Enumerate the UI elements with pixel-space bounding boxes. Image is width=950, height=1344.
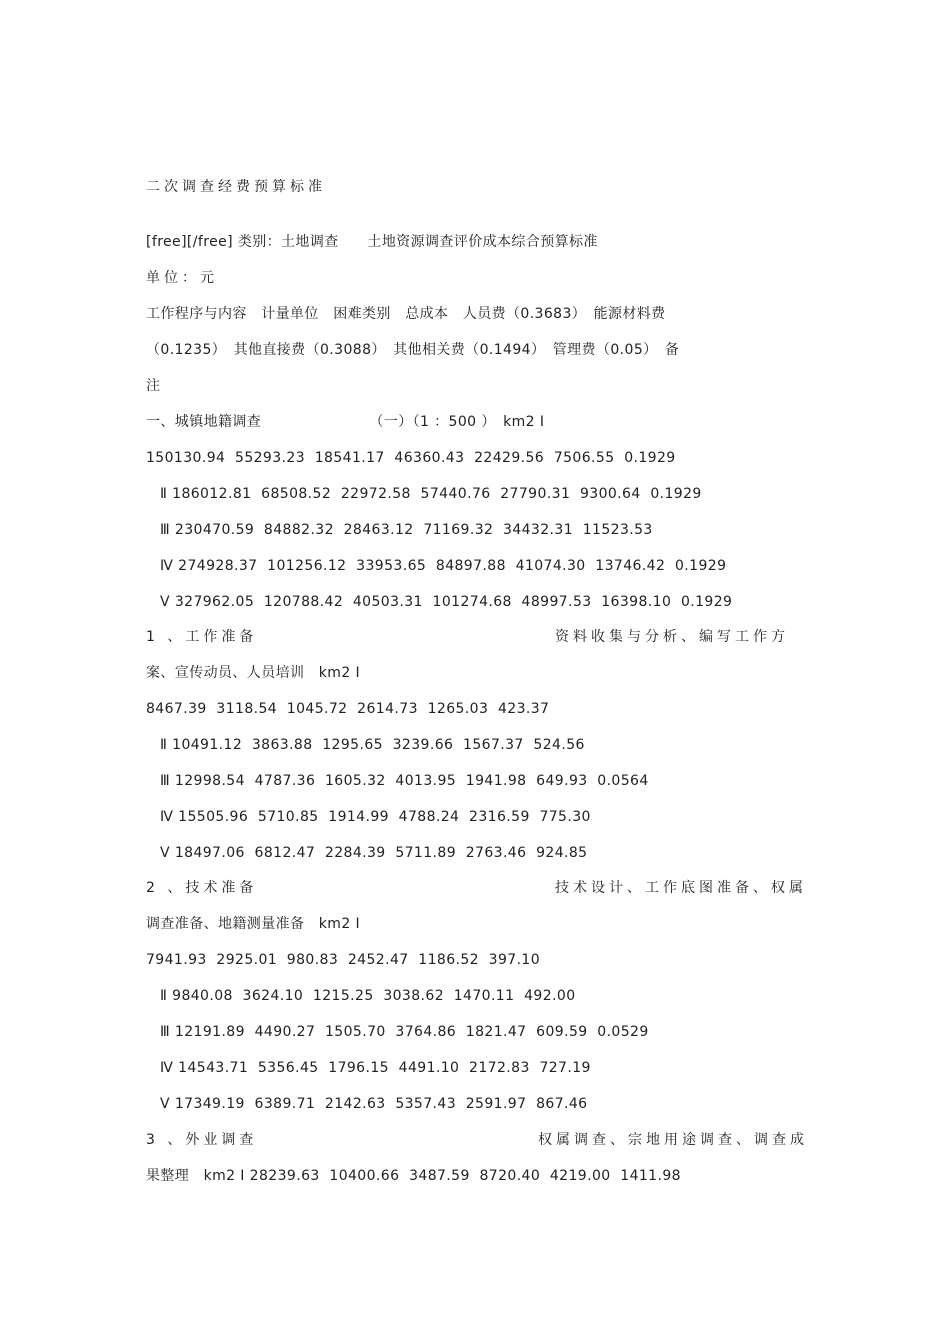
subsection-heading-3: 3 、外业调查 bbox=[146, 1132, 258, 1148]
data-row: Ⅳ 15505.96 5710.85 1914.99 4788.24 2316.59 775.30 bbox=[160, 809, 591, 825]
subsection-heading-2: 2 、技术准备 bbox=[146, 880, 258, 896]
header-line-1: 工作程序与内容 计量单位 困难类别 总成本 人员费（0.3683） 能源材料费 bbox=[146, 306, 666, 322]
data-row: Ⅳ 14543.71 5356.45 1796.15 4491.10 2172.83 727.19 bbox=[160, 1060, 591, 1076]
data-row: Ⅱ 10491.12 3863.88 1295.65 3239.66 1567.37 524.56 bbox=[160, 737, 585, 753]
data-row: 7941.93 2925.01 980.83 2452.47 1186.52 397.10 bbox=[146, 952, 541, 968]
document-title: 二次调查经费预算标准 bbox=[146, 179, 326, 195]
data-row: Ⅱ 186012.81 68508.52 22972.58 57440.76 27790.31 9300.64 0.1929 bbox=[160, 486, 702, 502]
data-row: Ⅴ 17349.19 6389.71 2142.63 5357.43 2591.97 867.46 bbox=[160, 1096, 588, 1112]
subsection-description-1: 资料收集与分析、编写工作方 bbox=[555, 629, 789, 645]
section-heading-1: 一、城镇地籍调查 （一）（1 ：500 ） km2 Ⅰ bbox=[146, 414, 545, 430]
subsection-description-3: 权属调查、宗地用途调查、调查成 bbox=[538, 1132, 808, 1148]
subsection-description-2-cont: 调查准备、地籍测量准备 km2 Ⅰ bbox=[146, 916, 361, 932]
data-row: 150130.94 55293.23 18541.17 46360.43 22429.56 7506.55 0.1929 bbox=[146, 450, 676, 466]
data-row: Ⅳ 274928.37 101256.12 33953.65 84897.88 41074.30 13746.42 0.1929 bbox=[160, 558, 727, 574]
data-row: Ⅴ 327962.05 120788.42 40503.31 101274.68 48997.53 16398.10 0.1929 bbox=[160, 594, 733, 610]
data-row: Ⅲ 12191.89 4490.27 1505.70 3764.86 1821.47 609.59 0.0529 bbox=[160, 1024, 649, 1040]
subsection-description-2: 技术设计、工作底图准备、权属 bbox=[555, 880, 807, 896]
data-row: 8467.39 3118.54 1045.72 2614.73 1265.03 423.37 bbox=[146, 701, 550, 717]
subsection-heading-1: 1 、工作准备 bbox=[146, 629, 258, 645]
data-row: Ⅱ 9840.08 3624.10 1215.25 3038.62 1470.11 492.00 bbox=[160, 988, 576, 1004]
data-row: Ⅲ 12998.54 4787.36 1605.32 4013.95 1941.98 649.93 0.0564 bbox=[160, 773, 649, 789]
header-line-2: （0.1235） 其他直接费（0.3088） 其他相关费（0.1494） 管理费（0.05） 备 bbox=[146, 342, 680, 358]
subsection-description-3-cont: 果整理 km2 Ⅰ 28239.63 10400.66 3487.59 8720.40 4219.00 1411.98 bbox=[146, 1168, 681, 1184]
unit-line: 单位：元 bbox=[146, 270, 218, 286]
header-line-3: 注 bbox=[146, 378, 164, 394]
category-line: [free][/free] 类别：土地调查 土地资源调查评价成本综合预算标准 bbox=[146, 234, 598, 250]
subsection-description-1-cont: 案、宣传动员、人员培训 km2 Ⅰ bbox=[146, 665, 361, 681]
data-row: Ⅴ 18497.06 6812.47 2284.39 5711.89 2763.46 924.85 bbox=[160, 845, 588, 861]
data-row: Ⅲ 230470.59 84882.32 28463.12 71169.32 34432.31 11523.53 bbox=[160, 522, 653, 538]
